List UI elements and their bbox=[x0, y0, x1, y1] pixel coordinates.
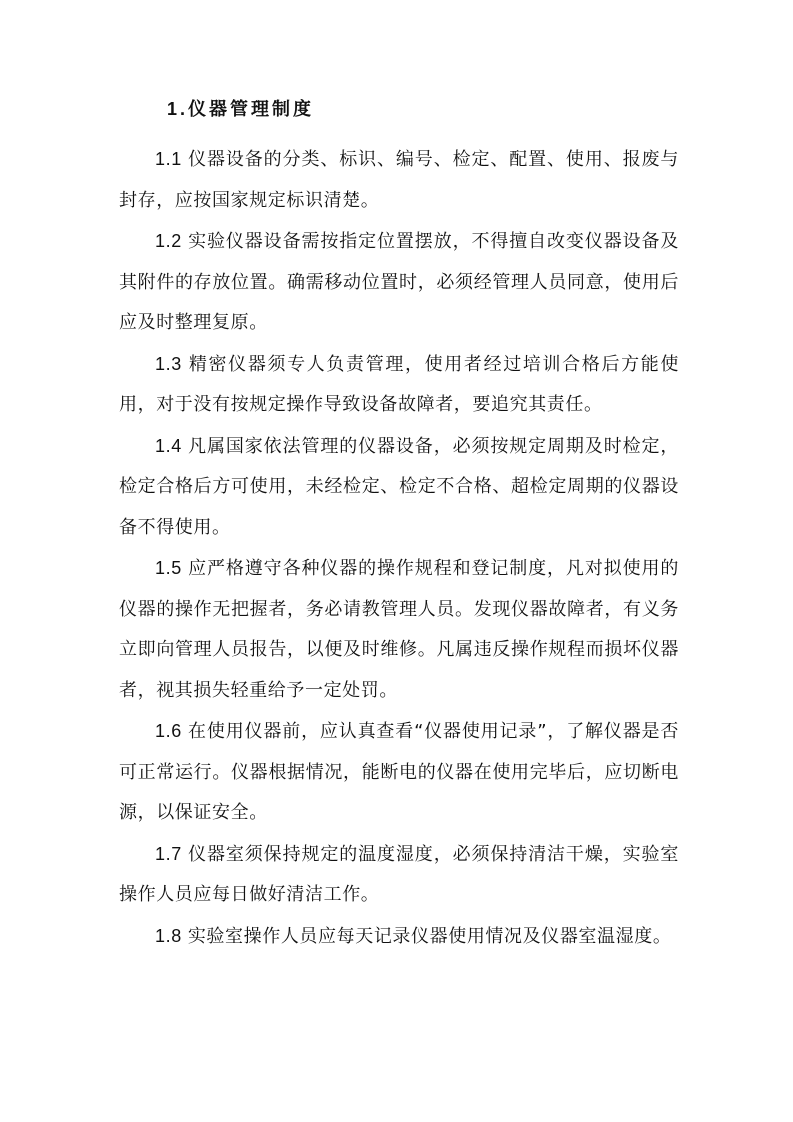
section-title-text: 仪器管理制度 bbox=[188, 99, 315, 120]
clause-1-1 bbox=[119, 139, 679, 221]
clause-1-4 bbox=[119, 426, 679, 549]
clause-1-6 bbox=[119, 711, 679, 834]
section-title bbox=[167, 94, 679, 125]
clause-number: 1.5 bbox=[155, 558, 182, 578]
clause-1-2 bbox=[119, 221, 679, 344]
clause-1-8 bbox=[119, 916, 679, 958]
clause-text: 精密仪器须专人负责管理，使用者经过培训合格后方能使用，对于没有按规定操作导致设备故障者，要追究其责任。 bbox=[119, 353, 679, 415]
clause-text: 在使用仪器前，应认真查看“仪器使用记录”，了解仪器是否可正常运行。仪器根据情况，能断电的仪器在使用完毕后，应切断电源，以保证安全。 bbox=[119, 721, 679, 823]
clause-text: 实验室操作人员应每天记录仪器使用情况及仪器室温湿度。 bbox=[187, 925, 672, 947]
clause-number: 1.2 bbox=[155, 231, 182, 251]
clause-number: 1.4 bbox=[155, 435, 182, 456]
document-body bbox=[119, 94, 679, 957]
clause-text: 仪器设备的分类、标识、编号、检定、配置、使用、报废与封存，应按国家规定标识清楚。 bbox=[119, 149, 679, 211]
clause-text: 应严格遵守各种仪器的操作规程和登记制度，凡对拟使用的仪器的操作无把握者，务必请教管理人员。发现仪器故障者，有义务立即向管理人员报告，以便及时维修。凡属违反操作规程而损坏仪器者，视其损失轻重给予一定处罚。 bbox=[119, 558, 679, 701]
clause-1-5 bbox=[119, 548, 679, 711]
clause-text: 仪器室须保持规定的温度湿度，必须保持清洁干燥，实验室操作人员应每日做好清洁工作。 bbox=[119, 843, 679, 905]
clause-number: 1.6 bbox=[155, 721, 182, 741]
clause-1-7 bbox=[119, 834, 679, 916]
section-title-number: 1. bbox=[167, 99, 189, 119]
clause-text: 实验仪器设备需按指定位置摆放，不得擅自改变仪器设备及其附件的存放位置。确需移动位置时，必须经管理人员同意，使用后应及时整理复原。 bbox=[119, 231, 679, 333]
clause-1-3 bbox=[119, 344, 679, 426]
clause-text: 凡属国家依法管理的仪器设备，必须按规定周期及时检定，检定合格后方可使用，未经检定、检定不合格、超检定周期的仪器设备不得使用。 bbox=[119, 435, 679, 538]
clause-number: 1.1 bbox=[155, 149, 182, 169]
clause-number: 1.3 bbox=[155, 353, 182, 374]
clause-number: 1.7 bbox=[155, 843, 182, 864]
clause-number: 1.8 bbox=[155, 925, 182, 946]
